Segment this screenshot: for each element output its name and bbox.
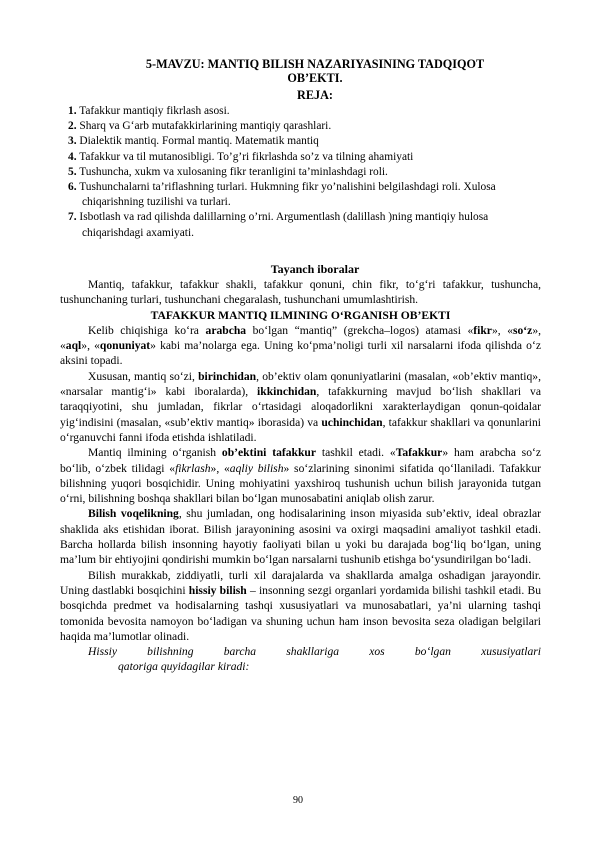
plan-item: 2. Sharq va G‘arb mutafakkirlarining mantiqiy qarashlari. [68,120,332,133]
plan-item: 3. Dialektik mantiq. Formal mantiq. Matematik mantiq [68,135,319,148]
paragraph-4: Bilish voqelikning, shu jumladan, ong hodisalarining inson miyasida sub’ektiv, ideal obrazlar shaklida aks etishidan iborat. Bilish jarayonining asosini va oxirgi maqsadini amaliyot tashkil etadi. Barcha hollarda bilish insonning hayotiy faoliyati bilan u yoki bu darajada bog‘liq bo‘lgan, uning ma’lum bir ehtiyojini qondirishi mumkin bo‘lgan narsalarni tushunib etishga bo‘ysundirilgan bo‘ladi. [60,507,541,567]
key-terms-heading: Tayanch iboralar [270,262,360,276]
section-heading: TAFAKKUR MANTIQ ILMINING O‘RGANISH OB’EKTI [150,308,451,322]
key-terms-paragraph: Mantiq, tafakkur, tafakkur shakli, tafakkur qonuni, chin fikr, to‘g‘ri tafakkur, tushuncha, tushunchaning turlari, tushunchani chegaralash, tushunchani umumlashtirish. [60,278,541,307]
plan-list [68,104,538,241]
paragraph-6: Hissiy bilishning barcha shakllariga xos bo‘lgan xususiyatlari [88,645,541,659]
paragraph-3: Mantiq ilmining o‘rganish ob’ektini tafakkur tashkil etadi. «Tafakkur» ham arabcha so‘z bo‘lib, o‘zbek tilidagi «fikrlash», «aqliy bilish» so‘zlarining sinonimi sifatida qo‘llaniladi. Tafakkur bilishning yuqori bosqichidir. Uning mohiyatini yaxshiroq tushunish uchun bilish jarayonida tutgan o‘rni, bilishning boshqa shakllari bilan bo‘lgan munosabatini aniqlab olish zarur. [60,446,542,506]
plan-item: 1. Tafakkur mantiqiy fikrlash asosi. [68,105,230,117]
paragraph-5: Bilish murakkab, ziddiyatli, turli xil darajalarda va shakllarda amalga oshadigan jarayondir. Uning dastlabki bosqichini hissiy bilish – insonning sezgi organlari yordamida bilishi tashkil etadi. Bu bosqichda predmet va hodisalarning tashqi xususiyatlari va munosabatlari, ya’ni ularning tashqi tomonida bevosita namoyon bo‘ladigan va shuning uchun ham inson bevosita seza oladigan belgilari haqida ma’lumotlar olinadi. [60,568,541,643]
plan-item: 6. Tushunchalarni ta’riflashning turlari. Hukmning fikr yo’nalishini belgilashdagi roli. Xulosa chiqarishning tuzilishi va turlari. [68,181,496,209]
plan-heading: REJA: [297,88,333,102]
plan-item: 5. Tushuncha, xukm va xulosaning fikr teranligini ta’minlashdagi roli. [68,165,388,178]
topic-title-line1: 5-MAVZU: MANTIQ BILISH NAZARIYASINING TADQIQOT [145,57,485,71]
main-text [60,277,541,675]
page-number: 90 [293,795,303,806]
plan-item: 4. Tafakkur va til mutanosibligi. To’g’ri fikrlashda so’z va tilning ahamiyati [68,150,414,163]
paragraph-6-cont: qatoriga quyidagilar kiradi: [118,660,250,674]
plan-item: 7. Isbotlash va rad qilishda dalillarning o’rni. Argumentlash (dalillash )ning mantiqiy hulosa chiqarishdagi axamiyati. [68,211,489,239]
paragraph-2: Xususan, mantiq so‘zi, birinchidan, ob’ektiv olam qonuniyatlarini (masalan, «ob’ektiv mantiq», «narsalar mantig‘i» kabi iboralarda), ikkinchidan, tafakkurning mavjud bo‘lish shakllari va taraqqiyotini, shu jumladan, fikrlar o‘rtasidagi aloqadorlikni xarakterlaydigan qonun-qoidalar yig‘indisini (masalan, «sub’ektiv mantiq» iborasida) va uchinchidan, tafakkur shakllari va qonunlarini o‘rganuvchi fanni ifoda etishda ishlatiladi. [60,369,541,444]
topic-title-line2: OB’EKTI. [287,71,343,85]
paragraph-1: Kelib chiqishiga ko‘ra arabcha bo‘lgan “mantiq” (grekcha–logos) atamasi «fikr», «so‘z», «aql», «qonuniyat» kabi ma’nolarga ega. Uning ko‘pma’noligi turli xil narsalarni ifoda qilishda o‘z aksini topadi. [60,323,542,368]
